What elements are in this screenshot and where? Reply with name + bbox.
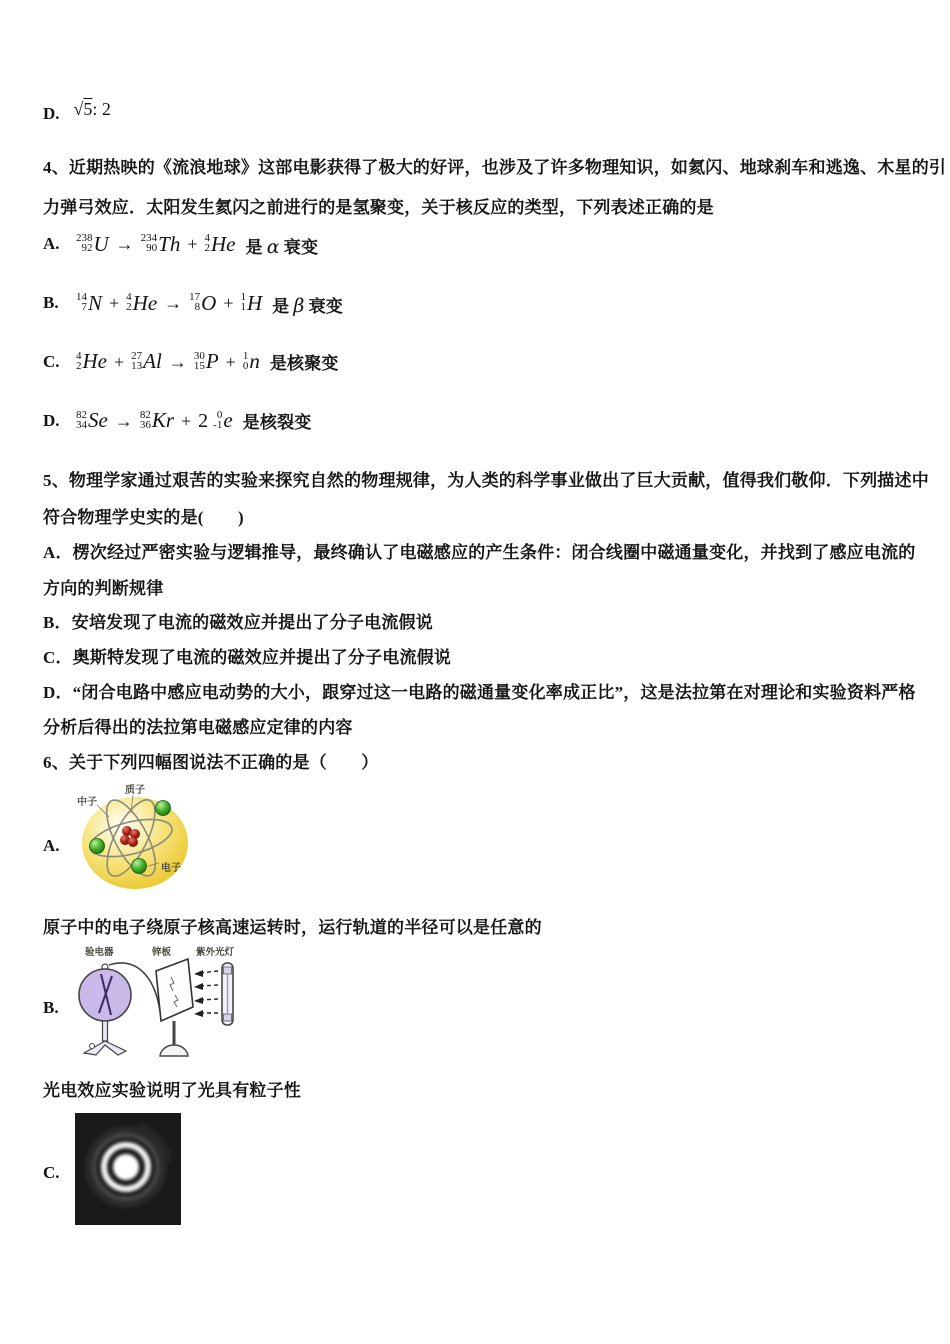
q6-option-b-caption: 光电效应实验说明了光具有粒子性 (43, 1081, 301, 1100)
proton-label: 质子 (125, 785, 145, 796)
neutron-label: 中子 (77, 797, 97, 808)
q4-option-b (43, 292, 343, 315)
q5-option-a-line1: A．楞次经过严密实验与逻辑推导，最终确认了电磁感应的产生条件：闭合线圈中磁通量变化，并找到了感应电流的 (43, 543, 916, 562)
q4-option-c (43, 351, 347, 372)
electroscope (79, 964, 131, 1055)
nuclear-equation: 4 2 He + 27 13 Al → 30 15 P + 1 0 n (76, 349, 260, 373)
option-label: B. (43, 998, 59, 1017)
q3-option-d (43, 99, 111, 124)
q5-option-c: C．奥斯特发现了电流的磁效应并提出了分子电流假说 (43, 648, 452, 667)
equation-caption: 是核裂变 (242, 413, 312, 433)
option-label: A. (43, 234, 60, 254)
zinc-plate (156, 959, 193, 1056)
zinc-plate-label: 锌板 (152, 947, 172, 958)
electron-label: 电子 (161, 863, 181, 874)
q4-option-a (43, 233, 318, 256)
option-label: C. (43, 351, 60, 371)
q4-stem-line1: 4、近期热映的《流浪地球》这部电影获得了极大的好评，也涉及了许多物理知识，如氦闪、地球刹车和逃逸、木星的引 (43, 158, 947, 177)
nuclear-equation: 82 34 Se → 82 36 Kr + 2 0 -1 e (76, 408, 233, 432)
q5-stem-line1: 5、物理学家通过艰苦的实验来探究自然的物理规律，为人类的科学事业做出了巨大贡献，值得我们敬仰．下列描述中 (43, 471, 929, 490)
uv-light-arrows (194, 970, 218, 1017)
nuclear-equation: 14 7 N + 4 2 He → 17 8 O + 1 1 H (76, 290, 263, 315)
q6-stem: 6、关于下列四幅图说法不正确的是（ ） (43, 753, 379, 772)
option-label: D. (43, 410, 60, 430)
equation-caption: 是核聚变 (269, 354, 339, 374)
option-label: D. (43, 103, 60, 123)
q5-option-b: B．安培发现了电流的磁效应并提出了分子电流假说 (43, 613, 433, 632)
electroscope-label: 验电器 (85, 947, 114, 958)
photoelectric-experiment-figure (72, 945, 248, 1070)
q5-option-a-line2: 方向的判断规律 (43, 579, 164, 598)
q5-option-d-line2: 分析后得出的法拉第电磁感应定律的内容 (43, 718, 353, 737)
atom-model-figure (75, 783, 189, 898)
sqrt-formula: √ 5 : 2 (73, 99, 111, 119)
nuclear-equation: 238 92 U → 234 90 Th + 4 2 He (76, 231, 236, 256)
uv-lamp-label: 紫外光灯 (196, 947, 235, 958)
equation-caption: 是 β 衰变 (272, 295, 343, 317)
uv-lamp (222, 963, 233, 1025)
q6-option-a-caption: 原子中的电子绕原子核高速运转时，运行轨道的半径可以是任意的 (43, 918, 542, 937)
option-label: A. (43, 836, 60, 855)
q4-option-d (43, 410, 319, 431)
q4-stem-line2: 力弹弓效应．太阳发生氦闪之前进行的是氢聚变，关于核反应的类型，下列表述正确的是 (43, 198, 714, 217)
diffraction-pattern-figure (75, 1113, 181, 1230)
equation-caption: 是 α 衰变 (245, 236, 319, 258)
option-label: C. (43, 1163, 60, 1182)
q5-stem-line2: 符合物理学史实的是( ) (43, 508, 244, 527)
option-label: B. (43, 293, 59, 313)
q5-option-d-line1: D．“闭合电路中感应电动势的大小，跟穿过这一电路的磁通量变化率成正比”，这是法拉第在对理论和实验资料严格 (43, 683, 916, 702)
